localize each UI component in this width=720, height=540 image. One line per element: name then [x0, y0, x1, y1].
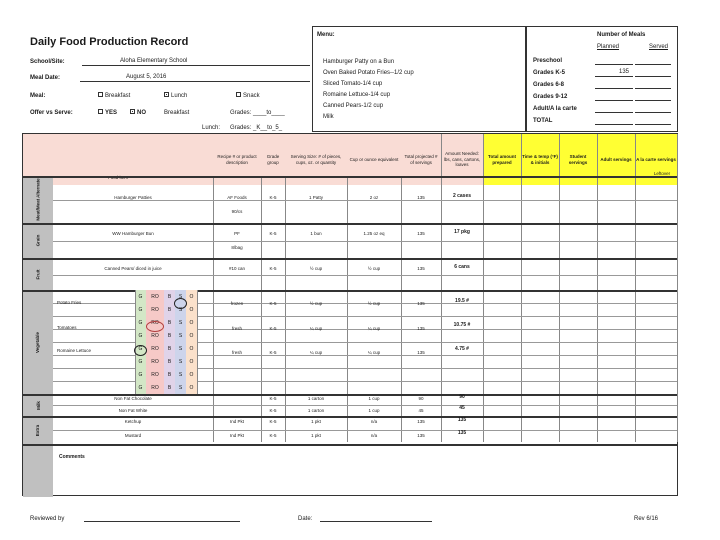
- category-blank: [23, 444, 53, 497]
- subgroup-letter[interactable]: S: [178, 307, 183, 313]
- col-header-total-prepared: Total amount prepared: [483, 134, 521, 185]
- subgroup-letter[interactable]: G: [138, 385, 143, 391]
- col-header-recipe: Recipe # or product description: [213, 134, 261, 185]
- checkbox-icon: [98, 109, 103, 114]
- subgroup-letter[interactable]: S: [178, 385, 183, 391]
- col-header-student-servings: Student servings: [559, 134, 597, 185]
- cup-equivalent: 1 cup: [368, 408, 380, 413]
- col-header-grade: Grade group: [261, 134, 285, 185]
- subgroup-letter[interactable]: O: [189, 307, 194, 313]
- selected-subgroup-circle: [174, 298, 187, 309]
- col-header-adult-servings: Adult servings: [597, 134, 635, 185]
- checkbox-icon: [236, 92, 241, 97]
- served-field[interactable]: [635, 56, 671, 65]
- subgroup-letter[interactable]: O: [189, 372, 194, 378]
- school-value: Aloha Elementary School: [120, 58, 188, 64]
- reviewed-by-field[interactable]: [84, 513, 240, 522]
- category-milk: Milk: [23, 394, 53, 416]
- subgroup-letter[interactable]: RO: [151, 385, 159, 391]
- subgroup-letter[interactable]: O: [189, 294, 194, 300]
- subgroup-letter[interactable]: S: [178, 333, 183, 339]
- amount-needed[interactable]: 17 pkg: [454, 229, 470, 235]
- grade: K-5: [269, 433, 277, 438]
- meal-snack-option[interactable]: Snack: [236, 93, 260, 99]
- col-header-cup-equivalent: Cup or ounce equivalent: [347, 134, 401, 185]
- subgroup-letter[interactable]: B: [167, 307, 172, 313]
- meal-counts-title: Number of Meals: [597, 32, 646, 38]
- subgroup-letter[interactable]: O: [189, 346, 194, 352]
- col-header-projected: Total projected # of servings: [401, 134, 441, 185]
- recipe: AF Foods: [227, 195, 247, 200]
- subgroup-letter[interactable]: G: [138, 294, 143, 300]
- subgroup-letter[interactable]: B: [167, 359, 172, 365]
- meal-date-field[interactable]: [80, 73, 310, 82]
- planned-header: Planned: [597, 44, 620, 50]
- amount-needed[interactable]: 6 cans: [454, 264, 470, 270]
- meal-breakfast-option[interactable]: Breakfast: [98, 93, 130, 99]
- recipe: #10 can: [228, 266, 245, 271]
- checked-checkbox-icon: [164, 92, 169, 97]
- projected: 135: [417, 326, 425, 331]
- subgroup-letter[interactable]: RO: [151, 359, 159, 365]
- subgroup-letter[interactable]: B: [167, 346, 172, 352]
- subgroup-letter[interactable]: B: [167, 294, 172, 300]
- recipe: frozen: [230, 301, 244, 306]
- grade: K-5: [269, 326, 277, 331]
- amount-needed[interactable]: 135: [457, 430, 467, 436]
- subgroup-letter[interactable]: G: [138, 346, 143, 352]
- category-vegetable: Vegetable: [23, 290, 53, 394]
- subgroup-col-beans: [164, 290, 175, 394]
- subgroup-letter[interactable]: B: [167, 320, 172, 326]
- grade: K-5: [269, 350, 277, 355]
- cup-equivalent: 1.25 oz eq: [363, 231, 385, 236]
- cup-equivalent: 1 cup: [368, 396, 380, 401]
- recipe: PF: [234, 231, 240, 236]
- served-field[interactable]: [635, 92, 671, 101]
- meal-counts-box: [526, 26, 678, 132]
- serving-size: 1 pkt: [311, 433, 321, 438]
- meal-row-label: TOTAL: [533, 118, 553, 124]
- grade: K-5: [269, 195, 277, 200]
- food-item: WW Hamburger Bun: [112, 231, 154, 236]
- food-item: Mustard: [124, 433, 142, 438]
- serving-size: 1 carton: [307, 408, 325, 413]
- selected-subgroup-circle: [134, 345, 147, 356]
- amount-needed[interactable]: 19.5 #: [455, 298, 469, 304]
- production-table: [22, 133, 678, 496]
- lunch-label: Lunch:: [202, 125, 221, 131]
- cup-equivalent: ½ cup: [367, 266, 381, 271]
- projected: 135: [417, 231, 425, 236]
- page-title: Daily Food Production Record: [30, 36, 189, 48]
- subgroup-letter[interactable]: O: [189, 359, 194, 365]
- col-header-serving-size: Serving Size: # of pieces, cups, oz. or quantity: [285, 134, 347, 185]
- amount-needed[interactable]: 4.75 #: [455, 346, 469, 352]
- menu-item: Canned Pears-1/2 cup: [323, 103, 384, 109]
- date-label: Date:: [298, 516, 313, 522]
- subgroup-letter[interactable]: S: [178, 359, 183, 365]
- amount-needed[interactable]: 135: [457, 417, 467, 423]
- served-field[interactable]: [635, 80, 671, 89]
- meal-row-label: Adult/A la carte: [533, 106, 577, 112]
- served-field[interactable]: [635, 116, 671, 125]
- cup-equivalent: ¼ cup: [367, 326, 381, 331]
- planned-field[interactable]: [595, 104, 633, 113]
- amount-needed[interactable]: 45: [459, 405, 465, 411]
- food-item: Hamburger Patties: [114, 195, 152, 200]
- projected: 90: [418, 396, 424, 401]
- cup-equivalent: 2 oz: [369, 195, 379, 200]
- menu-box: [312, 26, 526, 132]
- grade: K-5: [269, 408, 277, 413]
- grade: K-5: [269, 396, 277, 401]
- subgroup-letter[interactable]: S: [178, 294, 183, 300]
- projected: 135: [417, 350, 425, 355]
- projected: 135: [417, 419, 425, 424]
- subgroup-letter[interactable]: B: [167, 333, 172, 339]
- recipe: 8/bag: [231, 245, 243, 250]
- subgroup-letter[interactable]: S: [178, 346, 183, 352]
- served-header: Served: [649, 44, 669, 50]
- subgroup-letter[interactable]: B: [167, 372, 172, 378]
- serving-size: 1 pkt: [311, 419, 321, 424]
- projected: 45: [418, 408, 424, 413]
- meal-date-value: August 5, 2016: [126, 74, 167, 80]
- subgroup-letter[interactable]: O: [189, 320, 194, 326]
- comments-label: Comments: [59, 454, 85, 460]
- reviewed-by-label: Reviewed by: [30, 516, 65, 522]
- planned-field[interactable]: 135: [595, 68, 633, 77]
- meal-row-label: Grades K-5: [533, 70, 566, 76]
- cup-equivalent: n/a: [370, 419, 378, 424]
- food-item: Potato Fries: [57, 300, 82, 305]
- meal-date-label: Meal Date:: [30, 75, 61, 81]
- amount-needed[interactable]: 90: [459, 394, 465, 400]
- comments-field[interactable]: [53, 444, 677, 497]
- col-header-food-item: Food item: [23, 134, 213, 185]
- ovs-no-option[interactable]: NO: [130, 110, 146, 116]
- serving-size: ¼ cup: [309, 350, 323, 355]
- subgroup-letter[interactable]: G: [138, 307, 143, 313]
- meal-row-label: Grades 9-12: [533, 94, 568, 100]
- col-header-amount-needed: Amount Needed: lbs, cans, cartons, loaves: [441, 134, 483, 185]
- recipe: fresh: [231, 326, 242, 331]
- meal-label: Meal:: [30, 93, 46, 99]
- food-item: Canned Pears/ diced in juice: [104, 266, 162, 271]
- food-item: Tomatoes: [57, 325, 77, 330]
- subgroup-letter[interactable]: RO: [151, 372, 159, 378]
- planned-field[interactable]: [595, 80, 633, 89]
- serving-size: 1 Patty: [308, 195, 323, 200]
- menu-label: Menu:: [317, 32, 335, 38]
- subgroup-letter[interactable]: RO: [151, 333, 159, 339]
- projected: 135: [417, 301, 425, 306]
- breakfast-grades-field[interactable]: Grades: ____to____: [230, 110, 285, 116]
- grade: K-5: [269, 301, 277, 306]
- ovs-label: Offer vs Serve:: [30, 110, 73, 116]
- amount-needed[interactable]: 10.75 #: [453, 322, 471, 328]
- revision-label: Rev 6/16: [634, 516, 659, 522]
- serving-size: 1 carton: [307, 396, 325, 401]
- planned-field[interactable]: [595, 56, 633, 65]
- category-extra: Extra: [23, 416, 53, 444]
- serving-size: ½ cup: [309, 266, 323, 271]
- subgroup-col-other: [186, 290, 197, 394]
- lunch-grades-field[interactable]: Grades: _K__to_5_: [230, 125, 283, 131]
- subgroup-letter[interactable]: G: [138, 320, 143, 326]
- menu-item: Hamburger Patty on a Bun: [323, 59, 395, 65]
- amount-needed[interactable]: 2 cases: [452, 193, 472, 199]
- food-item: Romaine Lettuce: [57, 348, 92, 353]
- planned-field[interactable]: [595, 116, 633, 125]
- grade: K-5: [269, 266, 277, 271]
- recipe: Ind Pkt: [229, 419, 244, 424]
- serving-size: 1 bun: [310, 231, 322, 236]
- subgroup-letter[interactable]: RO: [151, 320, 159, 326]
- cup-equivalent: ¼ cup: [367, 350, 381, 355]
- col-header-leftover: Leftover: [653, 171, 671, 176]
- served-field[interactable]: [635, 68, 671, 77]
- serving-size: ½ cup: [309, 301, 323, 306]
- category-meat: Meat/Meat Alternate: [23, 176, 53, 223]
- col-header-alacarte: A la carte servings: [635, 134, 677, 185]
- category-fruit: Fruit: [23, 258, 53, 290]
- planned-field[interactable]: [595, 92, 633, 101]
- school-field[interactable]: [82, 57, 310, 66]
- subgroup-letter[interactable]: G: [138, 333, 143, 339]
- food-item: Non Fat White: [118, 408, 148, 413]
- subgroup-letter[interactable]: O: [189, 385, 194, 391]
- cup-equivalent: n/a: [370, 433, 378, 438]
- meal-row-label: Grades 6-8: [533, 82, 565, 88]
- subgroup-letter[interactable]: G: [138, 359, 143, 365]
- category-grain: Grain: [23, 223, 53, 258]
- served-field[interactable]: [635, 104, 671, 113]
- recipe: fresh: [231, 350, 242, 355]
- checked-checkbox-icon: [130, 109, 135, 114]
- subgroup-letter[interactable]: B: [167, 385, 172, 391]
- checkbox-icon: [98, 92, 103, 97]
- projected: 135: [417, 266, 425, 271]
- date-field[interactable]: [320, 513, 432, 522]
- selected-subgroup-circle: [146, 321, 164, 332]
- projected: 135: [417, 195, 425, 200]
- serving-size: ¼ cup: [309, 326, 323, 331]
- grade: K-5: [269, 231, 277, 236]
- projected: 135: [417, 433, 425, 438]
- subgroup-letter[interactable]: G: [138, 372, 143, 378]
- subgroup-letter[interactable]: RO: [151, 346, 159, 352]
- recipe: Ind Pkt: [229, 433, 244, 438]
- breakfast-grades-label: Breakfast: [164, 110, 190, 116]
- recipe: 90/cs: [231, 209, 243, 214]
- menu-item: Oven Baked Potato Fries--1/2 cup: [323, 70, 414, 76]
- subgroup-letter[interactable]: S: [178, 372, 183, 378]
- school-label: School/Site:: [30, 59, 65, 65]
- cup-equivalent: ½ cup: [367, 301, 381, 306]
- col-header-time-temp: Time & temp (°F) & initials: [521, 134, 559, 185]
- ovs-yes-option[interactable]: YES: [98, 110, 117, 116]
- food-item: Ketchup: [124, 419, 142, 424]
- subgroup-col-green: [135, 290, 146, 394]
- subgroup-col-redorange: [146, 290, 164, 394]
- menu-item: Sliced Tomato-1/4 cup: [323, 81, 383, 87]
- food-item: Non Fat Chocolate: [114, 396, 152, 401]
- subgroup-letter[interactable]: RO: [151, 307, 159, 313]
- subgroup-letter[interactable]: S: [178, 320, 183, 326]
- grade: K-5: [269, 419, 277, 424]
- menu-item: Romaine Lettuce-1/4 cup: [323, 92, 391, 98]
- menu-item: Milk: [323, 114, 334, 120]
- meal-row-label: Preschool: [533, 58, 563, 64]
- subgroup-letter[interactable]: RO: [151, 294, 159, 300]
- meal-lunch-option[interactable]: Lunch: [164, 93, 187, 99]
- subgroup-letter[interactable]: O: [189, 333, 194, 339]
